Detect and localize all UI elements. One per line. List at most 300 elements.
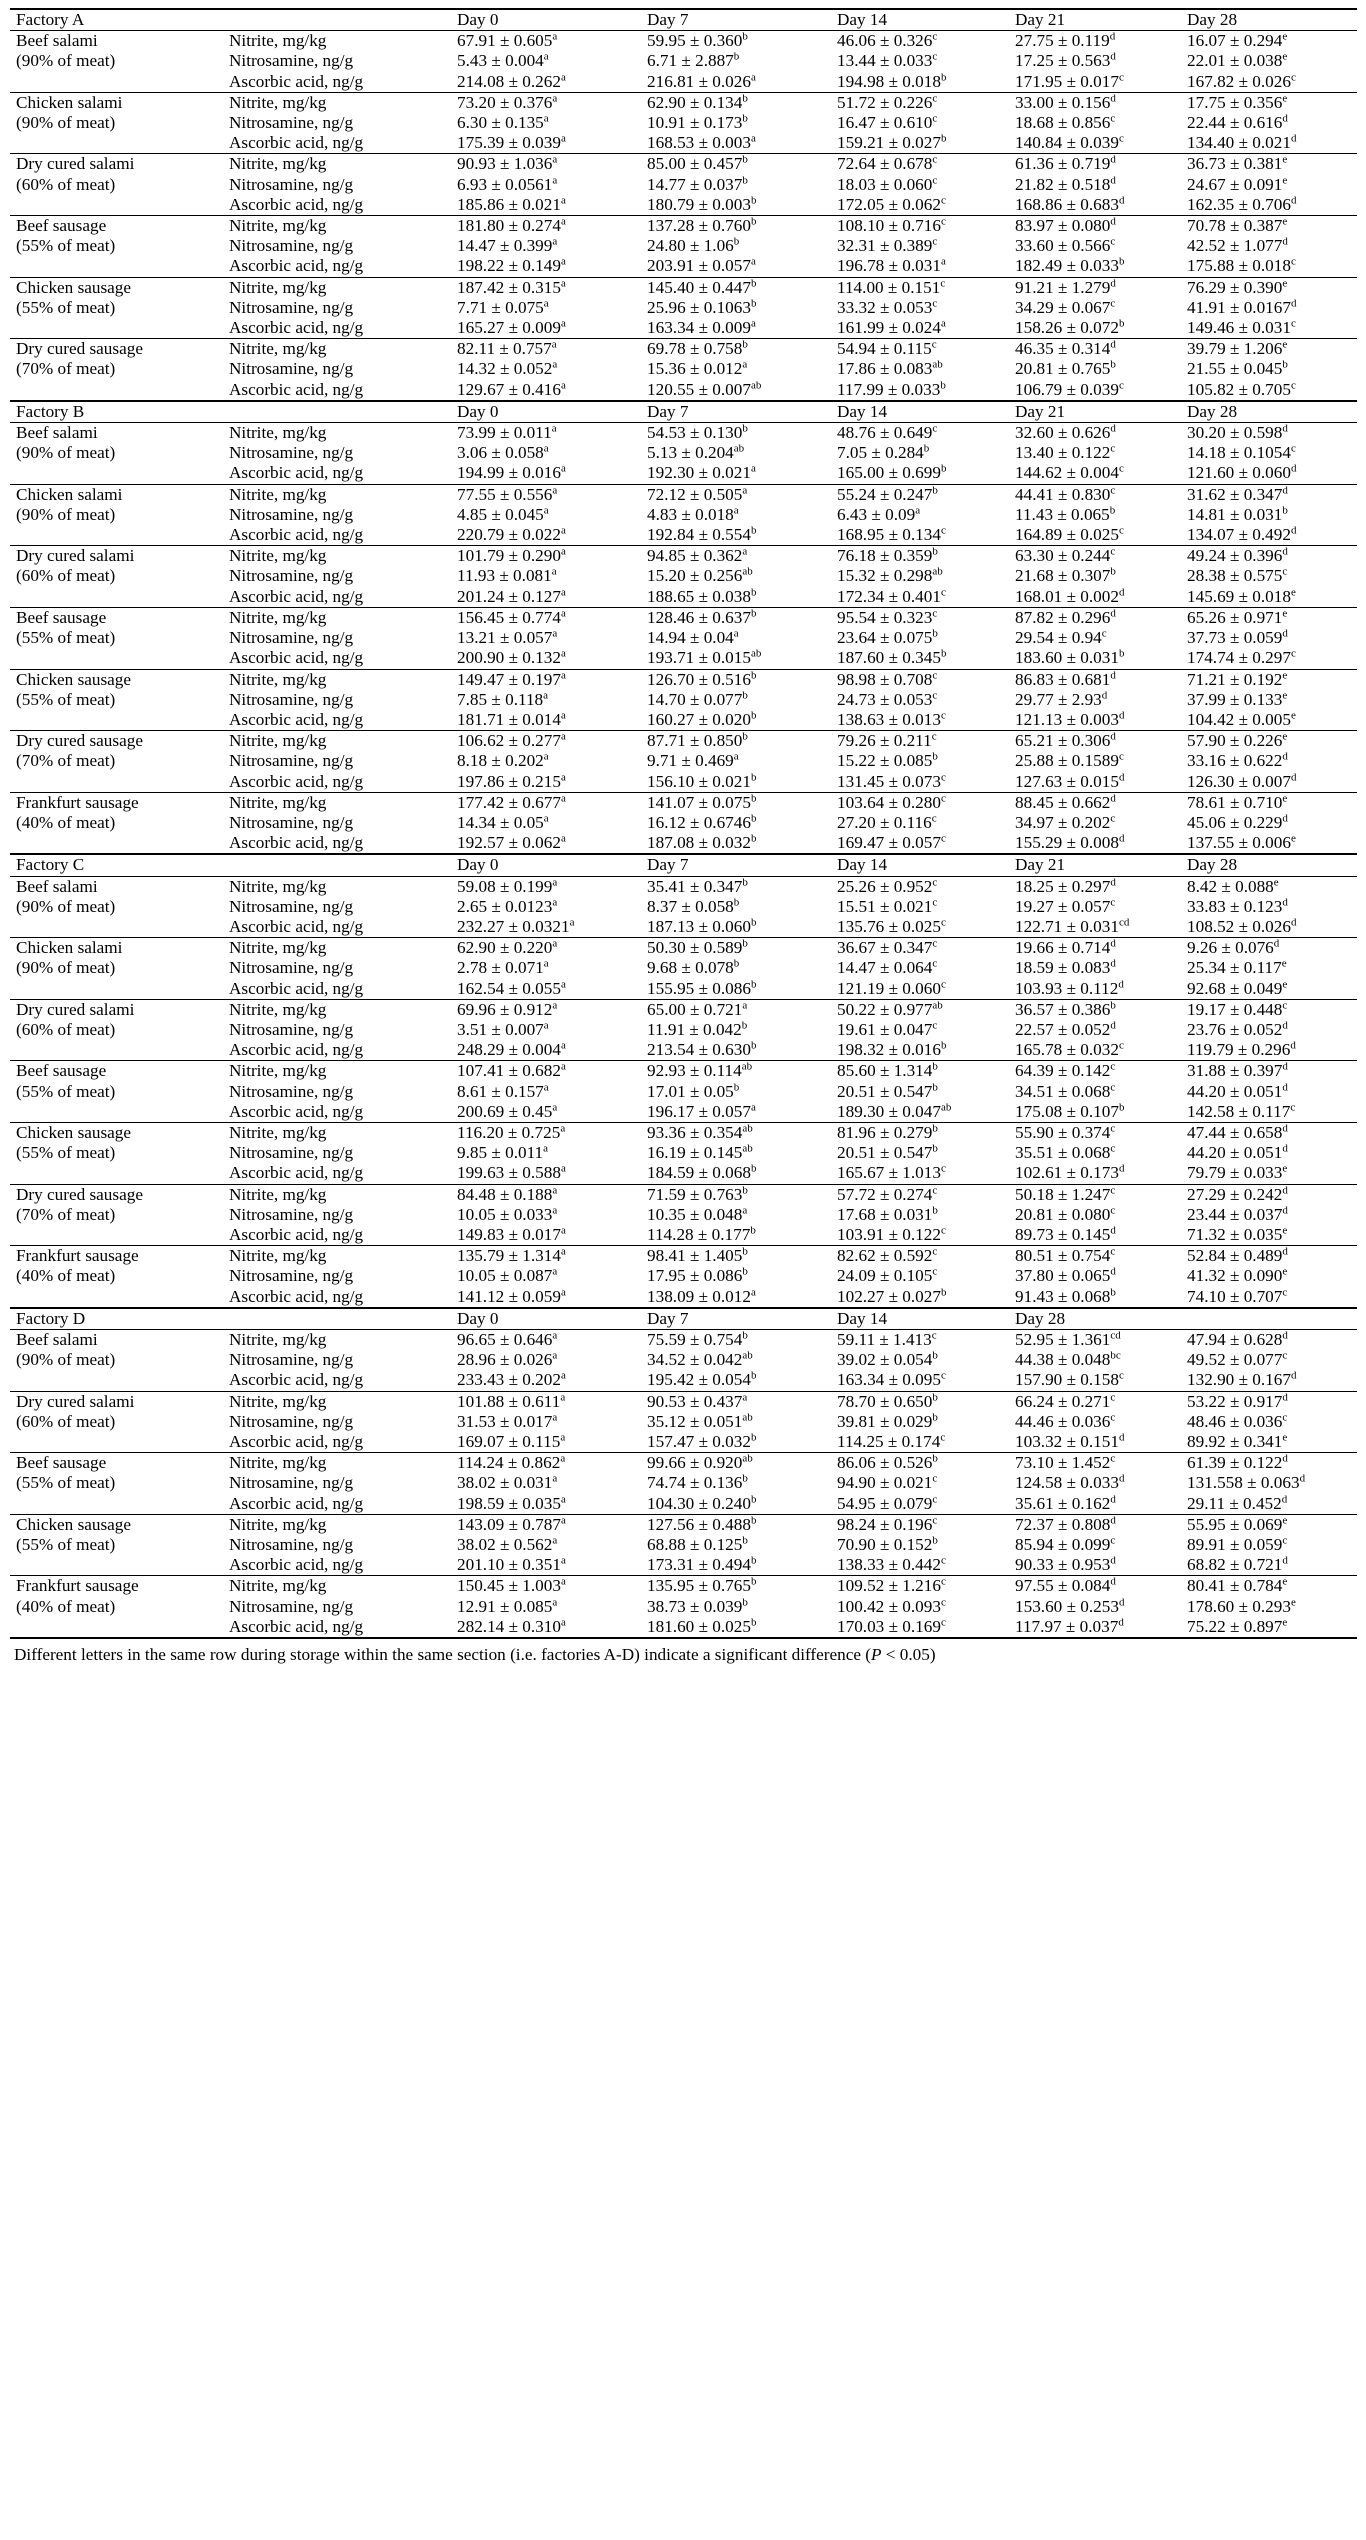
value-cell: [831, 876, 1009, 897]
product-meat-share: (55% of meat): [16, 297, 116, 317]
value-cell: [1181, 731, 1357, 752]
significance-letter: b: [932, 1081, 938, 1093]
mean-sd-value: 13.44 ± 0.033: [837, 51, 933, 71]
significance-letter: c: [932, 958, 938, 970]
value-cell: [451, 1514, 641, 1535]
value-cell: [1009, 1287, 1181, 1308]
parameter-label: Ascorbic acid, ng/g: [229, 1224, 364, 1244]
significance-letter: a: [552, 999, 558, 1012]
significance-letter: a: [551, 422, 557, 435]
parameter-label: Nitrosamine, ng/g: [229, 1535, 354, 1555]
mean-sd-value: 85.00 ± 0.457: [647, 154, 743, 174]
mean-sd-value: 44.41 ± 0.830: [1015, 484, 1111, 504]
value-cell: [451, 1412, 641, 1432]
value-cell: [1009, 751, 1181, 771]
mean-sd-value: 98.24 ± 0.196: [837, 1514, 933, 1534]
parameter-label: Ascorbic acid, ng/g: [229, 71, 364, 91]
blank-cell: [10, 195, 223, 216]
value-cell: [831, 628, 1009, 648]
value-cell: [1009, 1102, 1181, 1123]
value-cell: [1181, 1184, 1357, 1205]
significance-letter: c: [1110, 1204, 1116, 1217]
value-cell: [1009, 876, 1181, 897]
mean-sd-value: 131.45 ± 0.073: [837, 771, 941, 791]
value-cell: [1009, 175, 1181, 195]
value-cell: [1181, 1205, 1357, 1225]
significance-letter: c: [931, 730, 937, 743]
mean-sd-value: 38.02 ± 0.562: [457, 1535, 553, 1555]
value-cell: [451, 792, 641, 813]
mean-sd-value: 82.11 ± 0.757: [457, 339, 552, 359]
mean-sd-value: 188.65 ± 0.038: [647, 586, 751, 606]
value-cell: [451, 133, 641, 154]
significance-letter: d: [1282, 1143, 1288, 1155]
value-cell: [1009, 277, 1181, 298]
value-cell: [1009, 648, 1181, 669]
significance-letter: c: [932, 896, 938, 908]
mean-sd-value: 178.60 ± 0.293: [1187, 1596, 1291, 1616]
mean-sd-value: 19.27 ± 0.057: [1015, 896, 1111, 916]
value-cell: [641, 587, 831, 608]
factory-name: Factory C: [10, 854, 223, 876]
significance-letter: a: [552, 484, 558, 496]
mean-sd-value: 233.43 ± 0.202: [457, 1370, 561, 1390]
significance-letter: e: [1282, 215, 1288, 228]
value-cell: [641, 1597, 831, 1617]
significance-letter: a: [733, 751, 739, 763]
mean-sd-value: 121.13 ± 0.003: [1015, 709, 1119, 729]
table-row: [10, 1122, 1357, 1143]
value-cell: [831, 195, 1009, 216]
mean-sd-value: 13.21 ± 0.057: [457, 628, 553, 648]
significance-letter: a: [543, 958, 549, 970]
value-cell: [831, 1514, 1009, 1535]
significance-letter: c: [1118, 1370, 1124, 1382]
mean-sd-value: 94.90 ± 0.021: [837, 1473, 933, 1493]
value-cell: [831, 1143, 1009, 1163]
table-row: [10, 1597, 1357, 1617]
significance-letter: e: [1282, 1163, 1288, 1175]
significance-letter: c: [940, 709, 946, 722]
mean-sd-value: 39.02 ± 0.054: [837, 1350, 933, 1370]
value-cell: [831, 1246, 1009, 1267]
mean-sd-value: 183.60 ± 0.031: [1015, 648, 1119, 668]
value-cell: [1181, 958, 1357, 978]
parameter-label: Nitrosamine, ng/g: [229, 297, 354, 317]
significance-letter: b: [940, 648, 947, 660]
parameter-label: Nitrosamine, ng/g: [229, 628, 354, 648]
significance-letter: b: [750, 1040, 757, 1052]
mean-sd-value: 144.62 ± 0.004: [1015, 463, 1119, 483]
value-cell: [641, 1453, 831, 1474]
value-cell: [831, 958, 1009, 978]
value-cell: [641, 380, 831, 401]
value-cell: [1181, 277, 1357, 298]
footnote-threshold: < 0.05): [881, 1645, 936, 1665]
product-name: Dry cured salami: [10, 1391, 223, 1412]
significance-letter: a: [552, 876, 558, 888]
mean-sd-value: 22.44 ± 0.616: [1187, 113, 1283, 133]
significance-letter: b: [742, 92, 748, 105]
mean-sd-value: 100.42 ± 0.093: [837, 1596, 941, 1616]
parameter-label: Nitrosamine, ng/g: [229, 174, 354, 194]
significance-letter: d: [1110, 1514, 1116, 1527]
table-row: [10, 1555, 1357, 1576]
significance-letter: ab: [932, 566, 943, 578]
mean-sd-value: 169.47 ± 0.057: [837, 833, 941, 853]
significance-letter: d: [1110, 277, 1116, 289]
mean-sd-value: 55.24 ± 0.247: [837, 484, 933, 504]
parameter-label: Nitrite, mg/kg: [223, 1453, 451, 1474]
mean-sd-value: 175.39 ± 0.039: [457, 133, 561, 153]
value-cell: [641, 751, 831, 771]
value-cell: [641, 1061, 831, 1082]
mean-sd-value: 192.30 ± 0.021: [647, 463, 751, 483]
table-row: [10, 648, 1357, 669]
significance-letter: ab: [742, 1122, 753, 1135]
significance-letter: e: [1282, 277, 1288, 289]
mean-sd-value: 200.90 ± 0.132: [457, 648, 561, 668]
product-name: Dry cured salami: [10, 546, 223, 567]
value-cell: [451, 999, 641, 1020]
value-cell: [1181, 1163, 1357, 1184]
significance-letter: d: [1118, 771, 1125, 783]
value-cell: [641, 979, 831, 1000]
value-cell: [831, 484, 1009, 505]
value-cell: [1009, 1225, 1181, 1246]
significance-letter: c: [1118, 133, 1124, 145]
mean-sd-value: 8.42 ± 0.088: [1187, 876, 1274, 896]
significance-letter: b: [742, 689, 748, 701]
product-meat-share: (60% of meat): [16, 1019, 116, 1039]
parameter-label: Nitrite, mg/kg: [223, 1122, 451, 1143]
significance-letter: c: [940, 1224, 946, 1237]
mean-sd-value: 11.91 ± 0.042: [647, 1019, 742, 1039]
blank-cell: [10, 587, 223, 608]
significance-letter: a: [560, 1122, 566, 1135]
value-cell: [641, 113, 831, 133]
value-cell: [451, 607, 641, 628]
significance-letter: c: [1110, 443, 1116, 455]
product-meat-share: (40% of meat): [16, 1266, 116, 1286]
footnote-text: Different letters in the same row during storage within the same section (i.e. factories A-D) indicate a significant difference (: [14, 1645, 871, 1665]
significance-letter: a: [552, 896, 558, 908]
significance-letter: c: [940, 277, 946, 289]
significance-letter: e: [1273, 876, 1279, 888]
significance-letter: b: [1110, 359, 1116, 371]
significance-letter: a: [560, 1391, 566, 1403]
mean-sd-value: 67.91 ± 0.605: [457, 31, 553, 51]
significance-letter: b: [742, 937, 748, 950]
significance-letter: a: [552, 1184, 558, 1196]
value-cell: [1181, 813, 1357, 833]
table-row: [10, 792, 1357, 813]
mean-sd-value: 22.57 ± 0.052: [1015, 1019, 1111, 1039]
value-cell: [1181, 1143, 1357, 1163]
mean-sd-value: 16.47 ± 0.610: [837, 113, 933, 133]
value-cell: [831, 31, 1009, 52]
mean-sd-value: 93.36 ± 0.354: [647, 1122, 743, 1142]
mean-sd-value: 52.84 ± 0.489: [1187, 1246, 1283, 1266]
value-cell: [641, 175, 831, 195]
day-header: Day 14: [831, 1308, 1009, 1330]
value-cell: [1009, 1205, 1181, 1225]
table-row: [10, 772, 1357, 793]
parameter-label: Nitrite, mg/kg: [223, 423, 451, 444]
significance-letter: ab: [742, 1452, 753, 1465]
significance-letter: d: [1110, 1224, 1116, 1237]
significance-letter: d: [1281, 1493, 1288, 1505]
table-row: [10, 607, 1357, 628]
value-cell: [1009, 1494, 1181, 1515]
mean-sd-value: 23.64 ± 0.075: [837, 628, 933, 648]
significance-letter: ab: [932, 999, 943, 1012]
table-footnote: [10, 1645, 1357, 1665]
mean-sd-value: 20.51 ± 0.547: [837, 1081, 933, 1101]
product-name: Chicken sausage: [10, 1122, 223, 1143]
factory-name: Factory B: [10, 401, 223, 423]
significance-letter: e: [1290, 833, 1296, 845]
value-cell: [1009, 484, 1181, 505]
significance-letter: ab: [742, 1350, 753, 1362]
value-cell: [1181, 1412, 1357, 1432]
significance-letter: b: [1118, 256, 1125, 268]
significance-letter: b: [932, 1391, 938, 1403]
blank-cell: [10, 1432, 223, 1453]
significance-letter: d: [1110, 1575, 1116, 1588]
value-cell: [641, 1391, 831, 1412]
mean-sd-value: 196.78 ± 0.031: [837, 256, 941, 276]
significance-letter: b: [742, 876, 748, 888]
significance-letter: bc: [1110, 1350, 1121, 1362]
value-cell: [451, 1184, 641, 1205]
mean-sd-value: 35.12 ± 0.051: [647, 1411, 743, 1431]
significance-letter: d: [1282, 1555, 1288, 1567]
table-row: [10, 505, 1357, 525]
mean-sd-value: 9.85 ± 0.011: [457, 1143, 544, 1163]
product-name: Chicken sausage: [10, 669, 223, 690]
significance-letter: b: [742, 1184, 748, 1196]
mean-sd-value: 121.60 ± 0.060: [1187, 463, 1291, 483]
mean-sd-value: 189.30 ± 0.047: [837, 1101, 941, 1121]
significance-letter: b: [932, 1060, 938, 1073]
significance-letter: c: [1118, 525, 1124, 537]
significance-letter: a: [552, 1535, 558, 1547]
significance-letter: a: [742, 999, 748, 1012]
value-cell: [831, 1205, 1009, 1225]
value-cell: [1181, 443, 1357, 463]
product-meat-share: (90% of meat): [16, 958, 116, 978]
significance-letter: a: [560, 709, 566, 722]
significance-letter: c: [932, 1184, 938, 1196]
table-row: [10, 92, 1357, 113]
parameter-label: Nitrosamine, ng/g: [229, 1143, 354, 1163]
product-name: Beef salami: [10, 876, 223, 897]
significance-letter: c: [1290, 318, 1296, 330]
significance-letter: b: [742, 1473, 748, 1485]
significance-letter: c: [940, 1596, 946, 1608]
value-cell: [451, 175, 641, 195]
value-cell: [451, 1555, 641, 1576]
mean-sd-value: 83.97 ± 0.080: [1015, 216, 1111, 236]
significance-letter: d: [1110, 92, 1116, 105]
value-cell: [641, 897, 831, 917]
mean-sd-value: 137.55 ± 0.006: [1187, 833, 1291, 853]
mean-sd-value: 155.95 ± 0.086: [647, 978, 751, 998]
table-row: [10, 710, 1357, 731]
significance-letter: c: [1110, 1184, 1116, 1196]
value-cell: [451, 587, 641, 608]
significance-letter: b: [750, 709, 757, 722]
significance-letter: c: [1110, 1143, 1116, 1155]
significance-letter: d: [1118, 1616, 1124, 1629]
mean-sd-value: 2.78 ± 0.071: [457, 958, 544, 978]
mean-sd-value: 17.86 ± 0.083: [837, 359, 933, 379]
significance-letter: a: [543, 751, 549, 763]
day-header: Day 7: [641, 9, 831, 31]
mean-sd-value: 203.91 ± 0.057: [647, 256, 751, 276]
mean-sd-value: 216.81 ± 0.026: [647, 71, 751, 91]
mean-sd-value: 51.72 ± 0.226: [837, 92, 933, 112]
significance-letter: d: [1282, 545, 1288, 558]
parameter-label: Nitrite, mg/kg: [223, 938, 451, 959]
mean-sd-value: 62.90 ± 0.220: [457, 938, 553, 958]
value-cell: [831, 751, 1009, 771]
value-cell: [641, 628, 831, 648]
significance-letter: c: [1110, 236, 1116, 248]
value-cell: [451, 813, 641, 833]
significance-letter: a: [543, 113, 549, 125]
mean-sd-value: 94.85 ± 0.362: [647, 546, 743, 566]
mean-sd-value: 5.13 ± 0.204: [647, 443, 734, 463]
significance-letter: c: [1110, 896, 1116, 908]
value-cell: [831, 938, 1009, 959]
mean-sd-value: 50.22 ± 0.977: [837, 999, 933, 1019]
value-cell: [831, 423, 1009, 444]
significance-letter: a: [560, 1432, 566, 1444]
significance-letter: b: [750, 669, 757, 681]
mean-sd-value: 170.03 ± 0.169: [837, 1616, 941, 1636]
value-cell: [451, 897, 641, 917]
mean-sd-value: 198.22 ± 0.149: [457, 256, 561, 276]
value-cell: [451, 236, 641, 256]
value-cell: [1009, 772, 1181, 793]
significance-letter: b: [1109, 504, 1116, 517]
parameter-label: Ascorbic acid, ng/g: [223, 1617, 451, 1638]
table-row: [10, 1370, 1357, 1391]
mean-sd-value: 116.20 ± 0.725: [457, 1122, 561, 1142]
significance-letter: b: [750, 1224, 756, 1237]
mean-sd-value: 90.33 ± 0.953: [1015, 1555, 1111, 1575]
significance-letter: d: [1282, 1391, 1288, 1403]
mean-sd-value: 181.80 ± 0.274: [457, 216, 561, 236]
table-row: [10, 731, 1357, 752]
mean-sd-value: 114.25 ± 0.174: [837, 1432, 941, 1452]
significance-letter: a: [742, 1391, 748, 1403]
mean-sd-value: 194.99 ± 0.016: [457, 463, 561, 483]
value-cell: [1181, 1473, 1357, 1493]
mean-sd-value: 173.31 ± 0.494: [647, 1555, 751, 1575]
parameter-label: Nitrosamine, ng/g: [229, 1266, 354, 1286]
significance-letter: a: [560, 1286, 566, 1298]
mean-sd-value: 149.47 ± 0.197: [457, 669, 561, 689]
significance-letter: b: [750, 978, 757, 990]
value-cell: [451, 1432, 641, 1453]
parameter-label: Nitrosamine, ng/g: [229, 113, 354, 133]
value-cell: [1181, 1617, 1357, 1638]
value-cell: [1181, 792, 1357, 813]
value-cell: [1009, 669, 1181, 690]
product-name: Chicken salami: [10, 92, 223, 113]
mean-sd-value: 138.63 ± 0.013: [837, 709, 941, 729]
significance-letter: ab: [940, 1101, 952, 1114]
significance-letter: d: [1290, 297, 1297, 310]
mean-sd-value: 121.19 ± 0.060: [837, 978, 941, 998]
value-cell: [1009, 1122, 1181, 1143]
mean-sd-value: 44.20 ± 0.051: [1187, 1081, 1283, 1101]
mean-sd-value: 198.32 ± 0.016: [837, 1040, 941, 1060]
mean-sd-value: 102.61 ± 0.173: [1015, 1163, 1119, 1183]
mean-sd-value: 159.21 ± 0.027: [837, 133, 941, 153]
significance-letter: c: [940, 586, 946, 598]
mean-sd-value: 122.71 ± 0.031: [1015, 916, 1119, 936]
significance-letter: b: [750, 916, 757, 929]
value-cell: [641, 833, 831, 854]
value-cell: [1181, 236, 1357, 256]
mean-sd-value: 3.51 ± 0.007: [457, 1019, 544, 1039]
significance-letter: d: [1290, 771, 1297, 783]
mean-sd-value: 22.01 ± 0.038: [1187, 51, 1283, 71]
blank-cell: [223, 854, 451, 876]
significance-letter: d: [1110, 958, 1116, 970]
table-row: [10, 999, 1357, 1020]
parameter-label: Nitrite, mg/kg: [223, 484, 451, 505]
significance-letter: d: [1118, 1432, 1125, 1444]
significance-letter: a: [915, 504, 921, 517]
parameter-label: Ascorbic acid, ng/g: [229, 194, 364, 214]
table-row: [10, 1205, 1357, 1225]
significance-letter: cd: [1110, 1329, 1121, 1342]
blank-cell: [10, 463, 223, 484]
parameter-label: Nitrite, mg/kg: [223, 339, 451, 360]
significance-letter: d: [1110, 730, 1116, 743]
mean-sd-value: 79.79 ± 0.033: [1187, 1163, 1283, 1183]
significance-letter: b: [1110, 566, 1116, 578]
mean-sd-value: 135.76 ± 0.025: [837, 916, 941, 936]
table-row: [10, 113, 1357, 133]
significance-letter: b: [750, 1616, 757, 1629]
significance-letter: d: [1118, 1596, 1125, 1608]
significance-letter: b: [923, 443, 930, 455]
table-row: [10, 1246, 1357, 1267]
parameter-label: Nitrite, mg/kg: [223, 731, 451, 752]
mean-sd-value: 61.36 ± 0.719: [1015, 154, 1111, 174]
significance-letter: d: [1282, 484, 1288, 496]
significance-letter: a: [560, 133, 566, 145]
mean-sd-value: 37.73 ± 0.059: [1187, 628, 1283, 648]
value-cell: [1009, 1412, 1181, 1432]
significance-letter: e: [1290, 1596, 1296, 1608]
mean-sd-value: 12.91 ± 0.085: [457, 1596, 553, 1616]
mean-sd-value: 7.85 ± 0.118: [457, 689, 544, 709]
blank-cell: [10, 380, 223, 401]
significance-letter: e: [1282, 92, 1288, 105]
product-name: Frankfurt sausage: [10, 1246, 223, 1267]
value-cell: [451, 298, 641, 318]
value-cell: [831, 113, 1009, 133]
significance-letter: a: [560, 525, 566, 537]
mean-sd-value: 34.52 ± 0.042: [647, 1350, 743, 1370]
